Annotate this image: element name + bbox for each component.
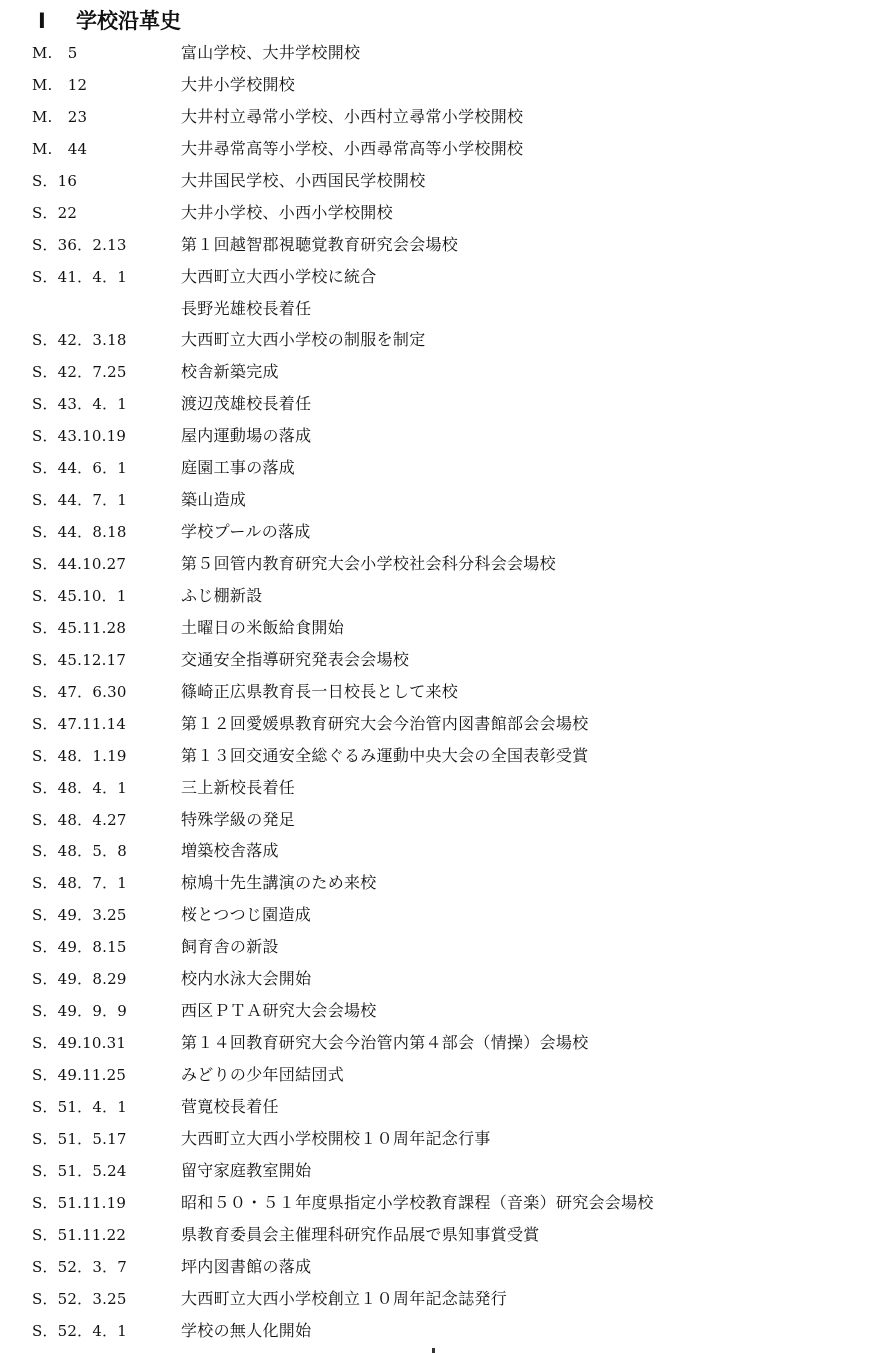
history-event: 昭和５０・５１年度県指定小学校教育課程（音楽）研究会会場校 <box>181 1192 654 1212</box>
history-row <box>0 516 881 548</box>
history-event: 大井国民学校、小西国民学校開校 <box>181 170 426 190</box>
history-row <box>0 101 881 133</box>
history-date: M. 23 <box>32 107 88 126</box>
history-event: 増築校舎落成 <box>181 841 279 861</box>
history-event: 校舎新築完成 <box>181 362 279 382</box>
history-date: S．45.10．1 <box>32 586 127 605</box>
history-row <box>0 867 881 899</box>
history-date: S．45.12.17 <box>32 650 127 669</box>
history-date: S．42．3.18 <box>32 331 127 350</box>
history-row <box>0 995 881 1027</box>
history-event: 県教育委員会主催理科研究作品展で県知事賞受賞 <box>181 1224 540 1244</box>
history-date: S．49．9．9 <box>32 1002 128 1021</box>
history-row <box>0 388 881 420</box>
history-date: S．48．4．1 <box>32 778 128 797</box>
history-event: 大西町立大西小学校の制服を制定 <box>181 330 426 350</box>
history-row <box>0 612 881 644</box>
history-event: 土曜日の米飯給食開始 <box>181 617 345 637</box>
history-row <box>0 1027 881 1059</box>
history-date: S．44．7．1 <box>32 491 128 510</box>
history-date: S．43．4．1 <box>32 395 128 414</box>
history-date: S．45.11.28 <box>32 618 127 637</box>
history-date: S．49．3.25 <box>32 906 127 925</box>
history-row <box>0 229 881 261</box>
history-event: みどりの少年団結団式 <box>181 1065 345 1084</box>
history-row <box>0 1059 881 1091</box>
history-date: S．47．6.30 <box>32 682 127 701</box>
history-row <box>0 772 881 804</box>
history-row <box>0 1283 881 1315</box>
history-row <box>0 963 881 995</box>
history-event: 大西町立大西小学校開校１０周年記念行事 <box>181 1128 491 1148</box>
history-row <box>0 1251 881 1283</box>
history-row <box>0 293 881 325</box>
history-date: S．48．4.27 <box>32 810 127 829</box>
history-row <box>0 420 881 452</box>
history-event: 庭園工事の落成 <box>181 458 296 478</box>
history-event: 桜とつつじ園造成 <box>181 905 312 925</box>
history-row <box>0 644 881 676</box>
history-date: S．48．5．8 <box>32 842 128 861</box>
history-date: S．48．1.19 <box>32 746 127 765</box>
history-date: S．42．7.25 <box>32 363 127 382</box>
history-date: S．41．4．1 <box>32 267 128 286</box>
history-date: S．44．6．1 <box>32 459 128 478</box>
history-row <box>0 1187 881 1219</box>
history-event: 大井尋常高等小学校、小西尋常高等小学校開校 <box>181 138 524 158</box>
history-event: 学校の無人化開始 <box>181 1320 312 1340</box>
history-event: 長野光雄校長着任 <box>181 298 312 318</box>
history-event: 築山造成 <box>181 490 247 510</box>
history-row <box>0 1123 881 1155</box>
section-number: Ⅰ <box>38 9 46 33</box>
history-date: S．51.11.19 <box>32 1193 127 1212</box>
history-event: 交通安全指導研究発表会会場校 <box>181 649 410 669</box>
history-event: 第１２回愛媛県教育研究大会今治管内図書館部会会場校 <box>181 713 589 733</box>
history-row <box>0 37 881 69</box>
history-event: 大井小学校開校 <box>181 74 296 94</box>
history-event: 西区ＰＴＡ研究大会会場校 <box>181 1001 377 1021</box>
history-date: S．44.10.27 <box>32 555 127 573</box>
history-row <box>0 261 881 293</box>
history-event: 学校プールの落成 <box>181 522 311 542</box>
history-event: 第１回越智郡視聴覚教育研究会会場校 <box>181 234 459 254</box>
history-event: 屋内運動場の落成 <box>181 426 312 446</box>
history-event: 大井小学校、小西小学校開校 <box>181 202 393 222</box>
history-row <box>0 356 881 388</box>
history-row <box>0 165 881 197</box>
history-date: S．52．4．1 <box>32 1321 128 1340</box>
history-row <box>0 197 881 229</box>
history-row <box>0 452 881 484</box>
history-row <box>0 676 881 708</box>
history-date: S．51．5.17 <box>32 1129 127 1148</box>
history-date: S．44．8.18 <box>32 523 127 542</box>
history-date: S．16 <box>32 171 78 190</box>
history-date: S．49.11.25 <box>32 1066 127 1084</box>
history-date: M. 12 <box>32 75 88 94</box>
page-number-mark <box>432 1348 435 1353</box>
history-event: 大西町立大西小学校に統合 <box>181 266 377 286</box>
history-event: 大西町立大西小学校創立１０周年記念誌発行 <box>181 1288 508 1308</box>
history-row <box>0 548 881 580</box>
history-event: 三上新校長着任 <box>181 777 296 797</box>
history-row <box>0 931 881 963</box>
history-row <box>0 1315 881 1347</box>
history-date: S．22 <box>32 203 78 222</box>
history-event: 渡辺茂雄校長着任 <box>181 394 312 414</box>
history-date: M. 44 <box>32 139 88 158</box>
history-row <box>0 899 881 931</box>
history-row <box>0 804 881 836</box>
history-event: 飼育舎の新設 <box>181 937 279 957</box>
history-date: S．43.10.19 <box>32 427 127 446</box>
history-event: ふじ棚新設 <box>181 585 263 605</box>
history-row <box>0 133 881 165</box>
history-date: S．47.11.14 <box>32 714 127 733</box>
history-date: S．51．4．1 <box>32 1097 128 1116</box>
history-date: M. 5 <box>32 44 78 62</box>
history-event: 富山学校、大井学校開校 <box>181 43 361 62</box>
history-row <box>0 1155 881 1187</box>
history-row <box>0 69 881 101</box>
history-row <box>0 835 881 867</box>
history-event: 大井村立尋常小学校、小西村立尋常小学校開校 <box>181 106 524 126</box>
history-event: 椋鳩十先生講演のため来校 <box>181 873 377 893</box>
history-event: 校内水泳大会開始 <box>181 969 312 989</box>
history-date: S．49.10.31 <box>32 1034 127 1053</box>
history-event: 第１３回交通安全総ぐるみ運動中央大会の全国表彰受賞 <box>181 745 589 765</box>
history-date: S．49．8.29 <box>32 970 127 989</box>
history-event: 第５回管内教育研究大会小学校社会科分科会会場校 <box>181 554 556 573</box>
history-event: 篠崎正広県教育長一日校長として来校 <box>181 681 459 701</box>
history-date: S．52．3．7 <box>32 1257 128 1276</box>
history-row <box>0 580 881 612</box>
history-event: 第１４回教育研究大会今治管内第４部会（情操）会場校 <box>181 1033 589 1053</box>
history-table <box>0 37 881 1346</box>
page-title: 学校沿革史 <box>76 9 181 33</box>
section-title <box>38 6 181 36</box>
history-row <box>0 740 881 772</box>
history-date: S．48．7．1 <box>32 874 128 893</box>
history-date: S．49．8.15 <box>32 938 127 957</box>
history-event: 留守家庭教室開始 <box>181 1160 312 1180</box>
history-row <box>0 324 881 356</box>
history-row <box>0 708 881 740</box>
history-date: S．51．5.24 <box>32 1161 127 1180</box>
history-date: S．52．3.25 <box>32 1289 127 1308</box>
history-row <box>0 1091 881 1123</box>
history-event: 特殊学級の発足 <box>181 809 296 829</box>
history-date: S．51.11.22 <box>32 1225 127 1244</box>
history-date: S．36．2.13 <box>32 235 127 254</box>
history-row <box>0 484 881 516</box>
history-row <box>0 1219 881 1251</box>
history-event: 坪内図書館の落成 <box>181 1256 312 1276</box>
history-event: 菅寛校長着任 <box>181 1096 279 1116</box>
